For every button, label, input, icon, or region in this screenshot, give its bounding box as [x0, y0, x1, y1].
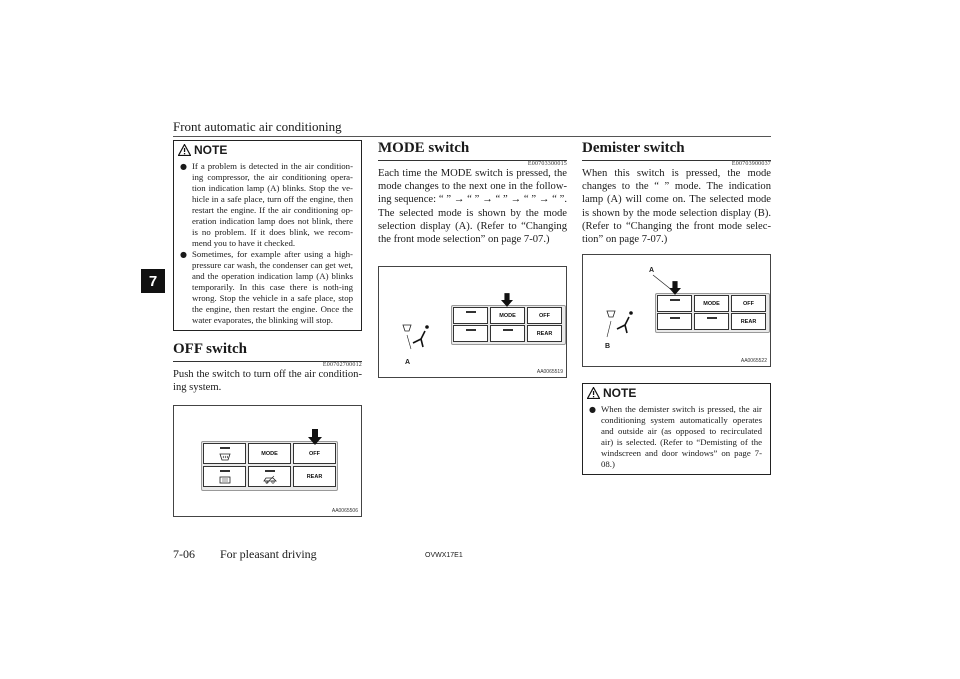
note-label: NOTE — [194, 143, 228, 157]
note-header — [583, 384, 770, 402]
demister-switch-figure — [582, 254, 771, 367]
indicator-lamp — [670, 317, 680, 319]
warning-icon — [587, 387, 600, 399]
note-box — [582, 383, 771, 475]
figure-code: AA0065506 — [331, 508, 358, 514]
indicator-lamp — [220, 470, 230, 472]
rear-button: REAR — [527, 325, 562, 342]
bullet-icon: ● — [589, 405, 596, 414]
section-title: MODE switch — [378, 140, 470, 156]
document-code: OVWX17E1 — [425, 552, 463, 559]
car-icon — [263, 475, 277, 484]
mode-display-icon — [603, 307, 643, 343]
note-item: ● If a problem is detected in the air condition-ing compressor, the air conditioning opera-tion indication lamp (A) blinks. Stop the ve-hicle in a safe place, turn off the engine, then restart the engine. If the air conditioning op-eration indication lamp does not blink, there is no problem. If it does blink, we recom-mend you to have it checked. — [180, 161, 353, 248]
note-box — [173, 140, 362, 331]
indicator-lamp — [220, 447, 230, 449]
callout-a: A — [649, 267, 655, 274]
air-intake-button — [490, 325, 525, 342]
rear-button: REAR — [731, 313, 766, 330]
demister-note — [582, 383, 771, 475]
section-text: When this switch is pressed, the mode changes to the “ ” mode. The indication lamp (A) will come on. The selected mode is shown by the mode selection display (B). (Refer to “Changing the front mode selec-tion” on page 7-07.) — [582, 168, 771, 246]
off-button: OFF — [527, 307, 562, 324]
page-number: 7-06 — [173, 547, 195, 561]
section-code: E00703300015 — [527, 161, 567, 167]
note-header — [174, 141, 361, 159]
off-switch-section — [173, 341, 362, 394]
note-list — [583, 402, 770, 474]
note-item: ● Sometimes, for example after using a high-pressure car wash, the condenser can get wet, and the operation indication lamp (A) blinks temporarily. In this case there is noth-ing wrong. Stop the vehicle in a safe place, stop the engine, then restart the engine. Once the water evaporates, the blinking will stop. — [180, 249, 353, 325]
page-header-title: Front automatic air conditioning — [173, 119, 342, 134]
left-column — [173, 140, 362, 331]
note-list — [174, 159, 361, 330]
recirculation-button — [657, 313, 692, 330]
windscreen-defrost-icon — [219, 452, 231, 462]
note-label: NOTE — [603, 386, 637, 400]
indicator-lamp — [265, 470, 275, 472]
section-text: Each time the MODE switch is pressed, the mode changes to the next one in the follow-ing sequence: “ ” → “ ” → “ ” → “ ” → “ ”. The selected mode is shown by the mode selection display (A). (Refer to “Changing the front mode selection” on page 7-07.) — [378, 168, 567, 246]
demister-button — [657, 295, 692, 312]
recirculation-button — [453, 325, 488, 342]
press-arrow-icon — [501, 293, 513, 307]
bullet-icon: ● — [180, 250, 187, 259]
rear-defrost-icon — [219, 475, 231, 485]
section-code: E00703900037 — [731, 161, 771, 167]
demister-button — [203, 443, 246, 464]
callout-line — [651, 273, 681, 293]
section-text: Push the switch to turn off the air condition-ing system. — [173, 369, 362, 394]
air-intake-button — [248, 466, 291, 487]
footer-section-name: For pleasant driving — [220, 547, 317, 561]
rear-button: REAR — [293, 466, 336, 487]
chapter-tab: 7 — [141, 269, 165, 293]
figure-code: AA0065522 — [740, 358, 767, 364]
note-item: ● When the demister switch is pressed, the air conditioning system automatically operates and outside air (as opposed to recirculated air) is selected. (Refer to “Demisting of the windscreen and door windows” on page 7-08.) — [589, 404, 762, 469]
mode-switch-figure — [378, 266, 567, 378]
air-intake-button — [694, 313, 729, 330]
off-switch-figure — [173, 405, 362, 517]
header-rule — [173, 136, 771, 137]
off-button: OFF — [293, 443, 336, 464]
indicator-lamp — [466, 329, 476, 331]
bullet-icon: ● — [180, 162, 187, 171]
warning-icon — [178, 144, 191, 156]
section-title: OFF switch — [173, 341, 248, 357]
mode-button: MODE — [694, 295, 729, 312]
demister-button — [453, 307, 488, 324]
off-button: OFF — [731, 295, 766, 312]
indicator-lamp — [503, 329, 513, 331]
callout-b: B — [605, 343, 611, 350]
section-code: E00702700012 — [322, 362, 362, 368]
mode-button: MODE — [490, 307, 525, 324]
indicator-lamp — [707, 317, 717, 319]
section-title: Demister switch — [582, 140, 685, 156]
indicator-lamp — [466, 311, 476, 313]
mode-button: MODE — [248, 443, 291, 464]
figure-code: AA0065519 — [536, 369, 563, 375]
demister-switch-section — [582, 140, 771, 246]
mode-display-icon — [399, 321, 439, 357]
indicator-lamp — [670, 299, 680, 301]
press-arrow-icon — [308, 429, 322, 445]
callout-a: A — [405, 359, 411, 366]
mode-switch-section — [378, 140, 567, 246]
recirculation-button — [203, 466, 246, 487]
